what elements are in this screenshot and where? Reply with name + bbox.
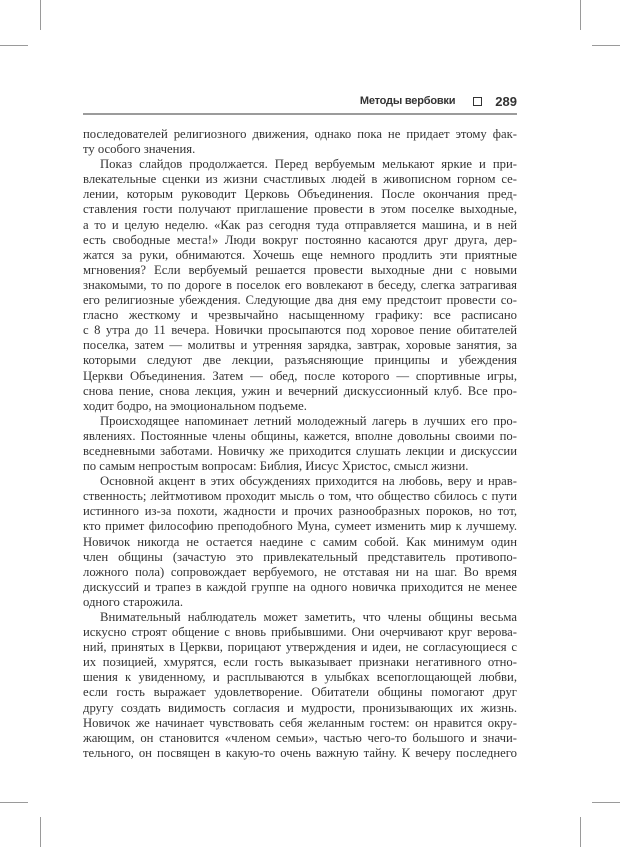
text-line: мгновения? Если вербуемый решается провести выходные дни с новыми <box>83 262 517 277</box>
text-line: гласно жесткому и чрезвычайно насыщенному графику: все расписано <box>83 308 517 323</box>
text-line: Новичок никогда не остается наедине с самим собой. Как минимум один <box>83 534 517 549</box>
text-line: шения к увиденному, и расплываются в улыбках всепоглощающей любви, <box>83 670 517 685</box>
crop-mark <box>580 0 581 30</box>
crop-mark <box>0 45 28 46</box>
text-line: явлениях. Постоянные члены общины, кажется, вполне довольны своими по- <box>83 428 517 443</box>
text-line: ходит бодро, на эмоциональном подъеме. <box>83 398 307 413</box>
text-line: член общины (зачастую это привлекательный представитель противопо- <box>83 549 517 564</box>
text-line: ний, принятых в Церкви, порицают утверждения и идеи, не согласующиеся с <box>83 640 517 655</box>
crop-mark <box>580 817 581 847</box>
text-line: Происходящее напоминает летний молодежный лагерь в лучших его про- <box>100 413 517 428</box>
text-line: если гость выражает удовлетворение. Обитатели общины помогают друг <box>83 685 517 700</box>
text-line: дискуссий и трапез в каждой группе на одного новичка приходится не менее <box>83 579 517 594</box>
text-line: а то и целую неделю. «Как раз сегодня туда отправляется машина, и в ней <box>83 217 517 232</box>
text-line: лении, которым руководит Церковь Объединения. После окончания пред- <box>83 187 517 202</box>
text-line: по самым непростым вопросам: Библия, Иисус Христос, смысл жизни. <box>83 459 469 474</box>
text-line: кто примет философию преподобного Муна, сумеет изменить мир к лучшему. <box>83 519 517 534</box>
text-line: которыми следуют две лекции, разъясняющие принципы и убеждения <box>83 353 517 368</box>
text-line: последователей религиозного движения, однако пока не придает этому фак- <box>83 127 517 141</box>
text-line: тельного, он посвящен в какую-то очень важную тайну. К вечеру последнего <box>83 745 517 760</box>
text-line: Внимательный наблюдатель может заметить, что члены общины весьма <box>100 610 517 624</box>
text-line: Показ слайдов продолжается. Перед вербуемым мелькают яркие и при- <box>100 157 517 172</box>
text-line: истинного из-за похоти, жадности и прочих разнообразных пороков, но тот, <box>83 504 517 519</box>
text-line: влекательные сценки из жизни счастливых людей в живописном горном се- <box>83 172 517 187</box>
text-line: ственность; лейтмотивом проходит мысль о том, что общество сбилось с пути <box>83 489 517 504</box>
crop-mark <box>40 0 41 30</box>
text-line: жатся за руки, обнимаются. Хочешь еще немного продлить эти приятные <box>83 247 517 262</box>
text-line: вседневными заботами. Новичку же приходится слушать лекции и дискуссии <box>83 443 517 458</box>
running-header <box>83 92 517 110</box>
body-text <box>83 127 517 761</box>
crop-mark <box>40 817 41 847</box>
text-line: жающим, он становится «членом семьи», частью чего-то большого и значи- <box>83 730 517 745</box>
text-line: ложного пола) сопровождает вербуемого, не отставая ни на шаг. Во время <box>83 564 517 579</box>
text-line: знакомыми, то по дороге в поселок его вовлекают в беседу, слегка затрагивая <box>83 277 517 292</box>
text-line: другу создать видимость согласия и мудрости, пронизывающих их жизнь. <box>83 700 517 715</box>
crop-mark <box>592 802 620 803</box>
page-number: 289 <box>495 93 517 109</box>
text-line: Церкви Объединения. Затем — обед, после которого — спортивные игры, <box>83 368 517 383</box>
text-line: его религиозные убеждения. Следующие два дня ему предстоит провести со- <box>83 293 517 308</box>
text-line: с 8 утра до 11 вечера. Новички просыпаются под хоровое пение обитателей <box>83 323 517 338</box>
text-line: снова пение, снова лекция, ужин и вечерний дискуссионный клуб. Все про- <box>83 383 517 398</box>
text-line: поселка, затем — молитвы и утренняя зарядка, завтрак, хоровые занятия, за <box>83 338 517 353</box>
text-line: Новичок же начинает чувствовать себя желанным гостем: он нравится окру- <box>83 715 517 730</box>
section-title: Методы вербовки <box>359 95 456 107</box>
header-rule <box>83 113 517 115</box>
text-line: искусно строят общение с вновь прибывшими. Они очерчивают круг верова- <box>83 625 517 640</box>
text-line: Основной акцент в этих обсуждениях приходится на любовь, веру и нрав- <box>100 474 517 489</box>
text-line: одного старожила. <box>83 594 183 609</box>
text-line: ставления гости получают приглашение провести в этом поселке выходные, <box>83 202 517 217</box>
text-line: ту особого значения. <box>83 142 196 157</box>
crop-mark <box>0 802 28 803</box>
square-bullet-icon <box>473 97 482 106</box>
text-line: есть свободные места!» Люди вокруг постоянно касаются друг друга, дер- <box>83 232 517 247</box>
crop-mark <box>592 45 620 46</box>
text-line: их позицией, хмурятся, если гость выказывает признаки негативного отно- <box>83 655 517 670</box>
